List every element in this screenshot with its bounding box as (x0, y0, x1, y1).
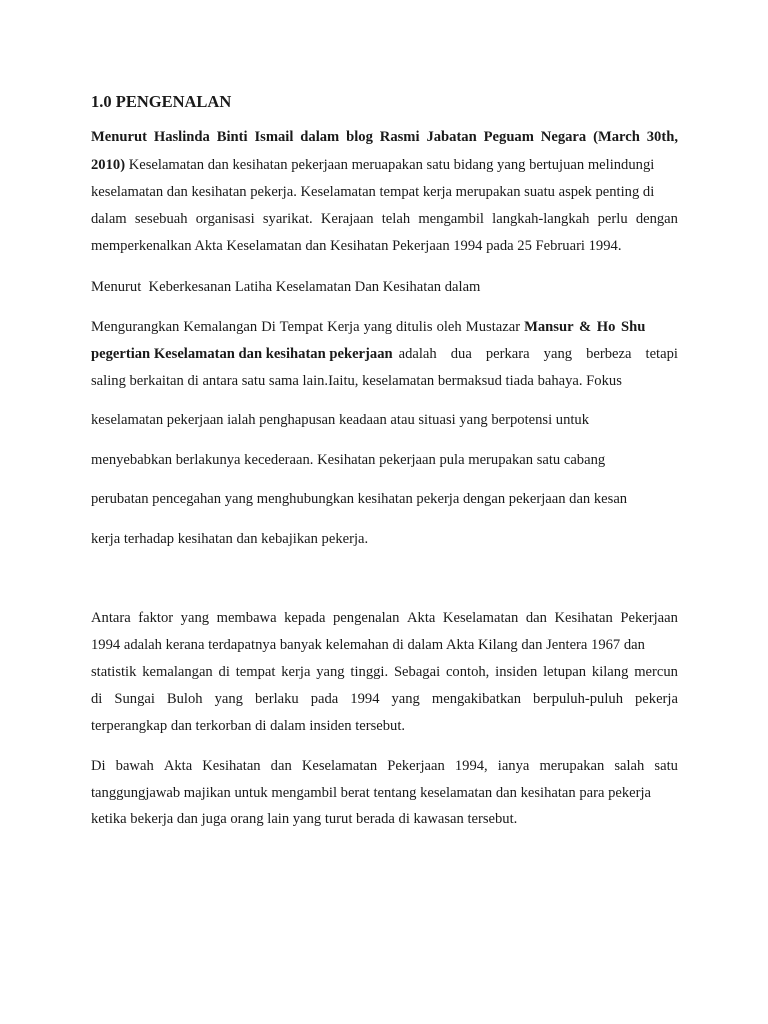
p1-line-1 (91, 128, 678, 146)
word: mengambil (418, 211, 484, 227)
section-heading: 1.0 PENGENALAN (91, 92, 232, 111)
word: Sebagai (393, 664, 441, 680)
word: faktor (138, 610, 174, 626)
word: membawa (216, 610, 277, 626)
word: langkah-langkah (492, 211, 590, 227)
p5-line-1 (91, 757, 678, 775)
p3-line-2-bold: pegertian Keselamatan dan kesihatan pekerjaan (91, 346, 393, 362)
word: kerja (281, 664, 311, 680)
word: di (91, 691, 103, 707)
word: insiden (495, 664, 538, 680)
word: dengan (635, 211, 678, 227)
word: dan (270, 758, 292, 774)
word: Akta (407, 610, 436, 626)
word: Negara (540, 129, 587, 145)
word: dan (525, 610, 547, 626)
word: pada (310, 691, 339, 707)
word: Antara (91, 610, 131, 626)
word: Ismail (254, 129, 294, 145)
word: Binti (216, 129, 248, 145)
word: berpuluh-puluh (533, 691, 623, 707)
word: yang (316, 664, 345, 680)
word: dalam (300, 129, 340, 145)
word: kepada (284, 610, 326, 626)
word: satu (654, 758, 678, 774)
word: perlu (597, 211, 628, 227)
word: (March (593, 129, 640, 145)
word: Akta (163, 758, 193, 774)
word: Pekerjaan (620, 610, 678, 626)
p5-line-3: ketika bekerja dan juga orang lain yang turut berada di kawasan tersebut. (91, 811, 518, 827)
word: 1994, (454, 758, 488, 774)
word: Buloh (166, 691, 203, 707)
word: yang (543, 346, 573, 362)
word: organisasi (195, 211, 255, 227)
p5-line-2: tanggungjawab majikan untuk mengambil berat tentang keselamatan dan kesihatan para pekerja (91, 785, 652, 801)
word: Keselamatan (301, 758, 378, 774)
p4-line-3 (91, 663, 678, 681)
word: berlaku (254, 691, 299, 707)
word: tempat (235, 664, 276, 680)
word: Kesihatan (554, 610, 613, 626)
word: dalam (91, 211, 127, 227)
p3-line-7: kerja terhadap kesihatan dan kebajikan pekerja. (91, 531, 369, 547)
p3-line-2-rest (399, 345, 678, 363)
p3-line-5: menyebabkan berlakunya kecederaan. Kesihatan pekerjaan pula merupakan satu cabang (91, 452, 606, 468)
word: dua (450, 346, 472, 362)
p1-line-2-bold: 2010) (91, 157, 126, 173)
p3-line-1 (91, 318, 678, 336)
p3-line-1-bold: Mansur & Ho Shu (524, 319, 646, 335)
word: ianya (497, 758, 530, 774)
word: Pekerjaan (387, 758, 445, 774)
word: Kesihatan (202, 758, 261, 774)
p3-line-6: perubatan pencegahan yang menghubungkan kesihatan pekerja dengan pekerjaan dan kesan (91, 491, 628, 507)
word: Menurut (91, 129, 147, 145)
word: adalah (398, 346, 437, 362)
word: syarikat. (262, 211, 313, 227)
word: yang (391, 691, 420, 707)
word: 1994 (350, 691, 380, 707)
p4-line-4 (91, 690, 678, 708)
word: blog (346, 129, 373, 145)
p1-line-5: memperkenalkan Akta Keselamatan dan Kesihatan Pekerjaan 1994 pada 25 Februari 1994. (91, 238, 622, 254)
word: Jabatan (426, 129, 477, 145)
word: contoh, (445, 664, 490, 680)
word: tinggi. (350, 664, 389, 680)
word: salah (614, 758, 645, 774)
p3-line-4: keselamatan pekerjaan ialah penghapusan keadaan atau situasi yang berpotensi untuk (91, 412, 590, 428)
word: mengakibatkan (431, 691, 522, 707)
word: mercun (634, 664, 678, 680)
word: pekerja (635, 691, 678, 707)
word: merupakan (539, 758, 605, 774)
word: Haslinda (153, 129, 210, 145)
p1-line-2-rest: Keselamatan dan kesihatan pekerjaan meruapakan satu bidang yang bertujuan melindungi (125, 157, 655, 173)
word: bawah (115, 758, 154, 774)
p3-line-2 (91, 345, 678, 363)
p4-line-1 (91, 609, 678, 627)
word: kilang (591, 664, 629, 680)
word: di (218, 664, 230, 680)
word: sesebuah (134, 211, 188, 227)
p3-line-3: saling berkaitan di antara satu sama lain.Iaitu, keselamatan bermaksud tiada bahaya. Fokus (91, 373, 622, 389)
p4-line-5: terperangkap dan terkorban di dalam insiden tersebut. (91, 718, 406, 734)
p1-line-2 (91, 156, 678, 174)
p1-line-4 (91, 210, 678, 228)
word: berbeza (586, 346, 632, 362)
word: tetapi (645, 346, 678, 362)
word: perkara (485, 346, 530, 362)
p1-line-3: keselamatan dan kesihatan pekerja. Keselamatan tempat kerja merupakan suatu aspek penting di (91, 184, 655, 200)
word: yang (180, 610, 210, 626)
p4-line-2: 1994 adalah kerana terdapatnya banyak kelemahan di dalam Akta Kilang dan Jentera 1967 dan (91, 637, 645, 653)
word: Kerajaan (320, 211, 374, 227)
p2-line-1: Menurut Keberkesanan Latiha Keselamatan Dan Kesihatan dalam (91, 279, 481, 295)
word: Keselamatan (442, 610, 519, 626)
word: pengenalan (333, 610, 400, 626)
word: yang (214, 691, 243, 707)
p3-line-1-text: Mengurangkan Kemalangan Di Tempat Kerja yang ditulis oleh Mustazar (91, 319, 525, 335)
word: Sungai (114, 691, 155, 707)
word: statistik (91, 664, 137, 680)
word: 30th, (646, 129, 678, 145)
word: Peguam (483, 129, 534, 145)
word: Di (91, 758, 106, 774)
word: kemalangan (142, 664, 213, 680)
word: telah (381, 211, 411, 227)
word: letupan (543, 664, 587, 680)
word: Rasmi (379, 129, 420, 145)
